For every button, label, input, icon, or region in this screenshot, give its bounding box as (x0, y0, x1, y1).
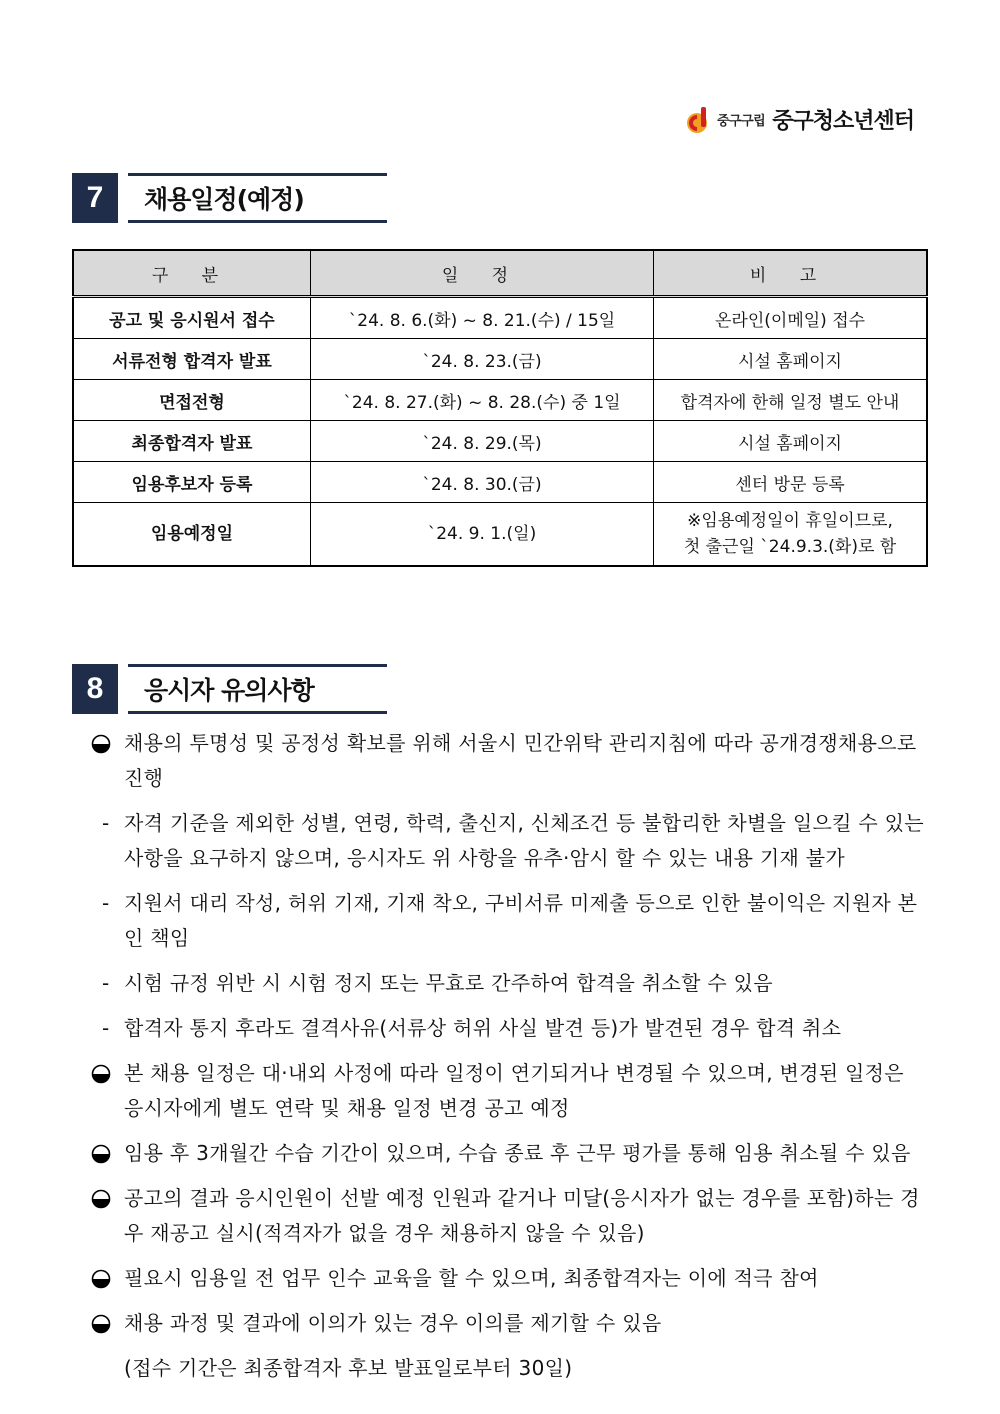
row-remarks: 시설 홈페이지 (654, 421, 927, 462)
section-number: 8 (72, 664, 118, 714)
list-item (90, 1261, 930, 1296)
bullet-circle-icon (90, 1313, 112, 1335)
notice-list (90, 726, 930, 1396)
table-row (73, 380, 927, 421)
remark-line-2: 첫 출근일 `24.9.3.(화)로 함 (683, 537, 897, 557)
list-item-text: 합격자 통지 후라도 결격사유(서류상 허위 사실 발견 등)가 발견된 경우 합격 취소 (124, 1016, 842, 1040)
row-schedule: `24. 8. 6.(화) ~ 8. 21.(수) / 15일 (310, 297, 653, 339)
bullet-circle-icon (90, 733, 112, 755)
list-item-text: 본 채용 일정은 대·내외 사정에 따라 일정이 연기되거나 변경될 수 있으며, 변경된 일정은 응시자에게 별도 연락 및 채용 일정 변경 공고 예정 (124, 1061, 904, 1120)
list-item-text: (접수 기간은 최종합격자 후보 발표일로부터 30일) (124, 1356, 573, 1380)
list-item (90, 1011, 930, 1046)
row-remarks: 시설 홈페이지 (654, 339, 927, 380)
row-remarks (654, 503, 927, 567)
bullet-circle-icon (90, 1143, 112, 1165)
org-logo (683, 104, 914, 135)
list-item-text: 필요시 임용일 전 업무 인수 교육을 할 수 있으며, 최종합격자는 이에 적극 참여 (124, 1266, 819, 1290)
section-title: 응시자 유의사항 (128, 664, 387, 714)
list-item (90, 726, 930, 796)
row-category: 임용후보자 등록 (73, 462, 310, 503)
list-item-continuation (90, 1351, 930, 1386)
list-item-text: 공고의 결과 응시인원이 선발 예정 인원과 같거나 미달(응시자가 없는 경우를 포함)하는 경우 재공고 실시(적격자가 없을 경우 채용하지 않을 수 있음) (124, 1186, 920, 1245)
remark-line-1: ※임용예정일이 휴일이므로, (687, 511, 893, 531)
header-schedule: 일 정 (310, 250, 653, 297)
row-remarks: 센터 방문 등록 (654, 462, 927, 503)
table-row (73, 339, 927, 380)
logo-small-text: 중구구립 (717, 114, 766, 129)
section-title: 채용일정(예정) (128, 173, 387, 223)
row-schedule: `24. 9. 1.(일) (310, 503, 653, 567)
list-item (90, 1136, 930, 1171)
logo-big-text: 중구청소년센터 (772, 109, 914, 134)
row-schedule: `24. 8. 29.(목) (310, 421, 653, 462)
row-schedule: `24. 8. 23.(금) (310, 339, 653, 380)
list-item-text: 채용 과정 및 결과에 이의가 있는 경우 이의를 제기할 수 있음 (124, 1311, 662, 1335)
list-item (90, 1306, 930, 1341)
table-row (73, 421, 927, 462)
table-row (73, 503, 927, 567)
schedule-table (72, 249, 928, 567)
row-category: 공고 및 응시원서 접수 (73, 297, 310, 339)
dash-marker: - (102, 971, 110, 995)
row-category: 서류전형 합격자 발표 (73, 339, 310, 380)
logo-mark-icon (683, 105, 713, 135)
list-item-text: 지원서 대리 작성, 허위 기재, 기재 착오, 구비서류 미제출 등으로 인한 불이익은 지원자 본인 책임 (124, 891, 918, 950)
table-header-row (73, 250, 927, 297)
row-schedule: `24. 8. 27.(화) ~ 8. 28.(수) 중 1일 (310, 380, 653, 421)
section-number: 7 (72, 173, 118, 223)
bullet-circle-icon (90, 1063, 112, 1085)
list-item (90, 966, 930, 1001)
row-category: 임용예정일 (73, 503, 310, 567)
list-item (90, 806, 930, 876)
list-item-text: 임용 후 3개월간 수습 기간이 있으며, 수습 종료 후 근무 평가를 통해 임용 취소될 수 있음 (124, 1141, 911, 1165)
list-item (90, 1181, 930, 1251)
bullet-circle-icon (90, 1268, 112, 1290)
list-item (90, 886, 930, 956)
table-row (73, 462, 927, 503)
row-remarks: 온라인(이메일) 접수 (654, 297, 927, 339)
list-item-text: 채용의 투명성 및 공정성 확보를 위해 서울시 민간위탁 관리지침에 따라 공개경쟁채용으로 진행 (124, 731, 917, 790)
dash-marker: - (102, 811, 110, 835)
header-category: 구 분 (73, 250, 310, 297)
row-category: 최종합격자 발표 (73, 421, 310, 462)
row-category: 면접전형 (73, 380, 310, 421)
table-row (73, 297, 927, 339)
dash-marker: - (102, 1016, 110, 1040)
dash-marker: - (102, 891, 110, 915)
row-schedule: `24. 8. 30.(금) (310, 462, 653, 503)
list-item-text: 자격 기준을 제외한 성별, 연령, 학력, 출신지, 신체조건 등 불합리한 차별을 일으킬 수 있는 사항을 요구하지 않으며, 응시자도 위 사항을 유추·암시 할 수 있는 내용 기재 불가 (124, 811, 924, 870)
list-item (90, 1056, 930, 1126)
row-remarks: 합격자에 한해 일정 별도 안내 (654, 380, 927, 421)
list-item-text: 시험 규정 위반 시 시험 정지 또는 무효로 간주하여 합격을 취소할 수 있음 (124, 971, 773, 995)
header-remarks: 비 고 (654, 250, 927, 297)
bullet-circle-icon (90, 1188, 112, 1210)
